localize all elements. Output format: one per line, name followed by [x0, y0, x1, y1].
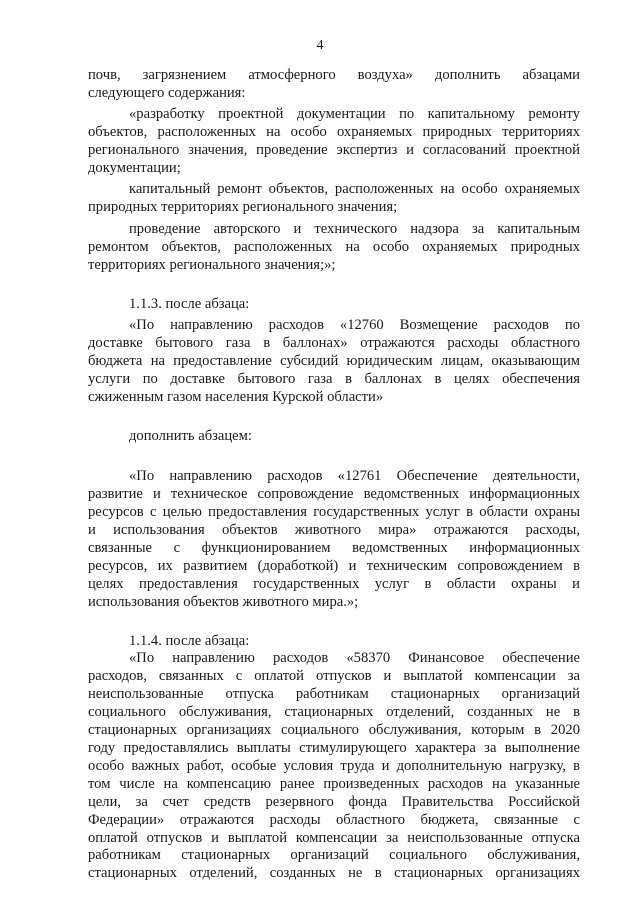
paragraph [88, 428, 580, 446]
paragraph [88, 633, 580, 651]
text-line: доставке бытового газа в баллонах» отражаются расходы областного [88, 334, 580, 351]
text-line: почв, загрязнением атмосферного воздуха» дополнить абзацами [88, 67, 580, 83]
text-line: цели, за счет средств резервного фонда Правительства Российской [88, 793, 580, 810]
text-line: природных территориях регионального значения; [88, 199, 398, 216]
paragraph [88, 221, 580, 275]
text-line: сжиженным газом населения Курской области» [88, 388, 384, 405]
text-line: Федерации» отражаются расходы областного бюджета, связанные с [88, 811, 580, 828]
text-line: ресурсов с целью предоставления государственных услуг в области охраны [88, 504, 580, 521]
paragraph [88, 181, 580, 217]
text-line: социального обслуживания, стационарных отделений, созданных не в [88, 704, 580, 721]
text-line: 1.1.4. после абзаца: [129, 632, 250, 649]
text-line: бюджета на предоставление субсидий юридическим лицам, оказывающим [88, 352, 580, 369]
text-line: ресурсов, их развитием (доработкой) и техническим сопровождением в [88, 557, 580, 574]
text-line: связанные с функционированием ведомственных информационных [88, 539, 580, 556]
text-line: ремонтом объектов, расположенных на особо охраняемых природных [88, 239, 580, 256]
text-line: капитальный ремонт объектов, расположенных на особо охраняемых [129, 181, 580, 198]
text-line: регионального значения, проведение экспертиз и согласований проектной [88, 141, 580, 158]
text-line: особо важных работ, особые условия труда и дополнительную нагрузку, в [88, 757, 580, 774]
paragraph [88, 650, 580, 883]
text-line: объектов, расположенных на особо охраняемых природных территориях [88, 123, 580, 140]
page-number: 4 [316, 38, 324, 53]
text-line: и использования объектов животного мира» отражаются расходы, [88, 522, 580, 539]
text-line: «По направлению расходов «12761 Обеспечение деятельности, [129, 468, 580, 485]
text-line: документации; [88, 159, 181, 176]
text-line: развитие и техническое сопровождение ведомственных информационных [88, 486, 580, 503]
text-line: неиспользованные отпуска работникам стационарных организаций [88, 686, 580, 703]
text-line: году предоставлялись выплаты стимулирующего характера за выполнение [88, 740, 580, 756]
paragraph [88, 67, 580, 103]
text-line: целях предоставления государственных услуг в области охраны и [88, 575, 580, 592]
document-body [88, 67, 580, 883]
text-line: проведение авторского и технического надзора за капитальным [129, 221, 580, 238]
text-line: следующего содержания: [88, 84, 246, 101]
text-line: стационарных отделений, созданных не в стационарных организациях [88, 865, 580, 882]
text-line: расходов, связанных с оплатой отпусков и выплатой компенсации за [88, 668, 580, 685]
paragraph [88, 317, 580, 407]
text-line: использования объектов животного мира.»; [88, 593, 359, 610]
text-line: территориях регионального значения;»; [88, 257, 336, 274]
paragraph [88, 468, 580, 611]
text-line: оплатой отпусков и выплатой компенсации за неиспользованные отпуска [88, 829, 580, 846]
text-line: «По направлению расходов «58370 Финансовое обеспечение [129, 650, 580, 667]
paragraph [88, 296, 580, 314]
text-line: том числе на компенсацию ранее произведенных расходов на указанные [88, 775, 580, 792]
text-line: дополнить абзацем: [129, 428, 252, 445]
text-line: «разработку проектной документации по капитальному ремонту [129, 105, 580, 122]
text-line: услуги по доставке бытового газа в баллонах в целях обеспечения [88, 370, 580, 387]
text-line: «По направлению расходов «12760 Возмещение расходов по [129, 316, 580, 333]
text-line: стационарных организациях социального обслуживания, которым в 2020 [88, 722, 580, 739]
text-line: 1.1.3. после абзаца: [129, 295, 250, 312]
text-line: работникам стационарных организаций социального обслуживания, [88, 847, 580, 864]
paragraph [88, 106, 580, 178]
